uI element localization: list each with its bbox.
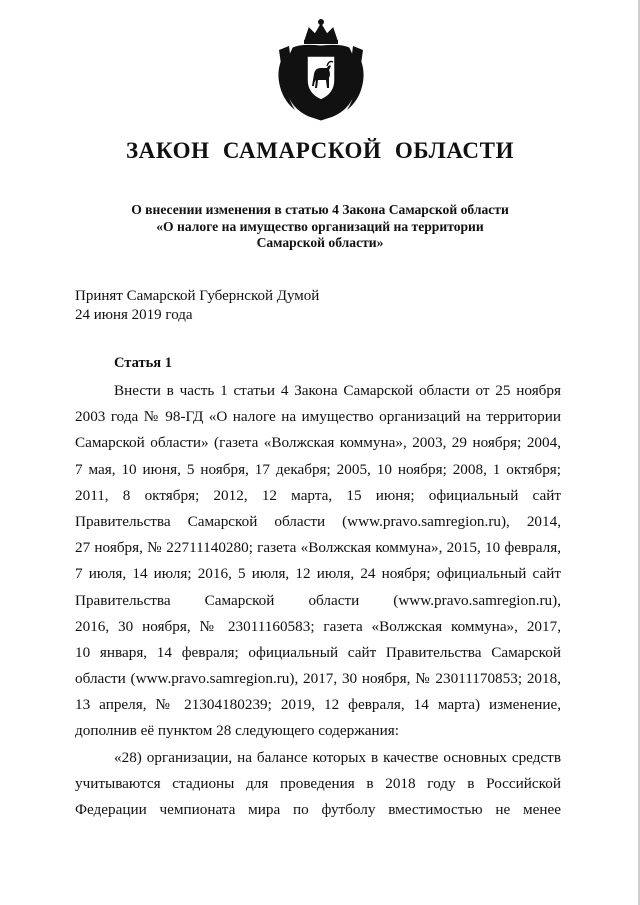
subtitle-line: Самарской области» bbox=[256, 235, 384, 250]
article-text-line: Самарской области» (газета «Волжская коммуна», 2003, 29 ноября; 2004, bbox=[75, 434, 561, 452]
article-text-line: 27 ноября, № 22711140280; газета «Волжская коммуна», 2015, 10 февраля, bbox=[75, 539, 561, 557]
law-title: ЗАКОН САМАРСКОЙ ОБЛАСТИ bbox=[125, 138, 515, 163]
article-text-line: 7 мая, 10 июня, 5 ноября, 17 декабря; 2005, 10 ноября; 2008, 1 октября; bbox=[75, 460, 561, 478]
adoption-date: 24 июня 2019 года bbox=[75, 306, 193, 323]
article-text-line: Правительства Самарской области (www.pravo.samregion.ru), 2014, bbox=[75, 512, 561, 530]
law-subtitle bbox=[90, 202, 550, 252]
article-text-line: Правительства Самарской области (www.pravo.samregion.ru), bbox=[75, 591, 561, 609]
subtitle-line: «О налоге на имущество организаций на территории bbox=[156, 218, 484, 234]
article-text-line: 2016, 30 ноября, № 23011160583; газета «Волжская коммуна», 2017, bbox=[75, 617, 561, 635]
article-text-line: дополнив её пунктом 28 следующего содержания: bbox=[75, 722, 399, 740]
article-text-line: Федерации чемпионата мира по футболу вместимостью не менее bbox=[75, 801, 561, 818]
subtitle-line: О внесении изменения в статью 4 Закона Самарской области bbox=[131, 202, 509, 217]
article-text-line: «28) организации, на балансе которых в качестве основных средств bbox=[114, 748, 561, 766]
article-body bbox=[75, 378, 561, 823]
coat-of-arms-samara-region-icon bbox=[271, 16, 371, 122]
article-text-line: 2011, 8 октября; 2012, 12 марта, 15 июня; официальный сайт bbox=[75, 486, 561, 504]
article-text-line: Внести в часть 1 статьи 4 Закона Самарской области от 25 ноября bbox=[114, 382, 561, 399]
article-text-line: 7 июля, 14 июля; 2016, 5 июля, 12 июля, 24 ноября; официальный сайт bbox=[75, 565, 561, 583]
article-text-line: 2003 года № 98-ГД «О налоге на имущество организаций на территории bbox=[75, 408, 561, 426]
article-text-line: области (www.pravo.samregion.ru), 2017, 30 ноября, № 23011170853; 2018, bbox=[75, 670, 561, 688]
article-text-line: учитываются стадионы для проведения в 2018 году в Российской bbox=[75, 774, 561, 792]
article-heading: Статья 1 bbox=[114, 355, 172, 371]
adoption-note bbox=[75, 287, 319, 324]
adoption-line: Принят Самарской Губернской Думой bbox=[75, 288, 320, 304]
article-text-line: 10 января, 14 февраля; официальный сайт Правительства Самарской bbox=[75, 643, 561, 661]
article-text-line: 13 апреля, № 21304180239; 2019, 12 февраля, 14 марта) изменение, bbox=[75, 696, 561, 714]
